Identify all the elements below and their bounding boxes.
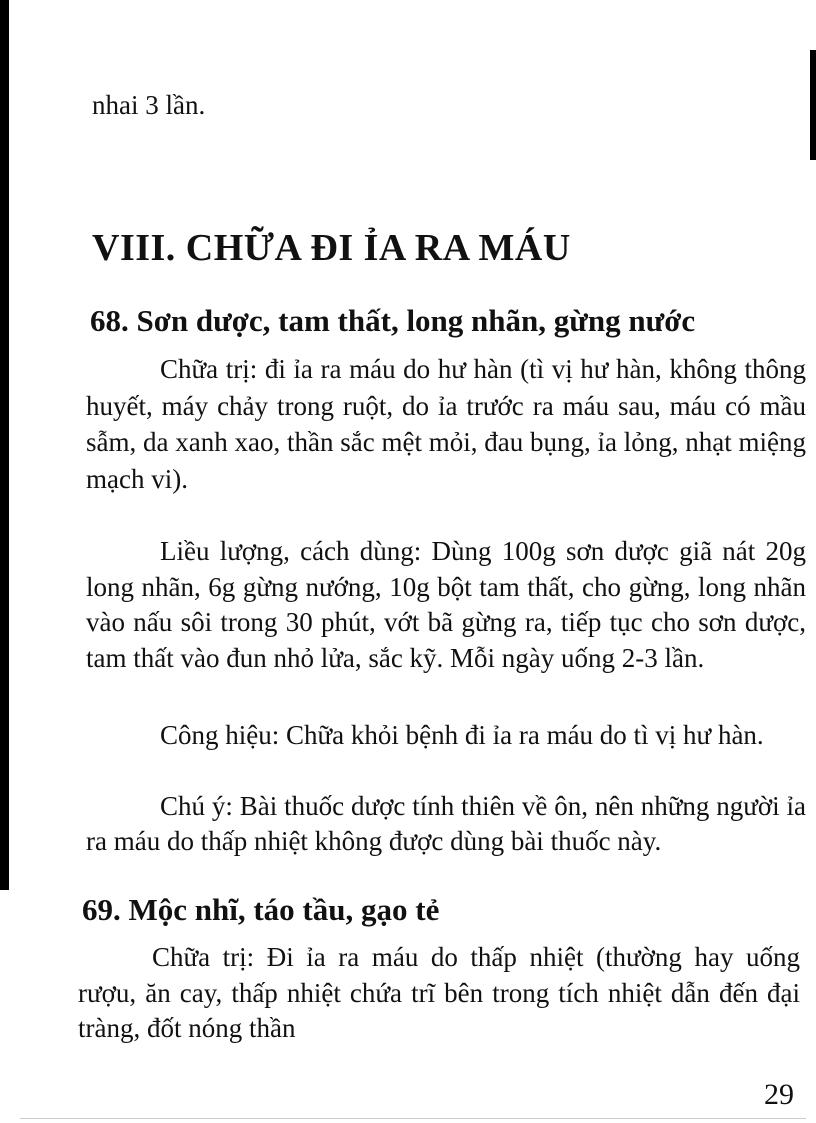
- chapter-title: VIII. CHỮA ĐI ỈA RA MÁU: [92, 227, 571, 269]
- scan-edge-right: [810, 50, 816, 160]
- paragraph-note-68: [86, 789, 806, 859]
- scan-edge-left: [0, 0, 9, 890]
- paragraph-text: Chữa trị: đi ỉa ra máu do hư hàn (tì vị hư hàn, không thông huyết, máy chảy trong ruột, do ỉa trước ra máu sau, máu có mầu sẫm, da xanh xao, thần sắc mệt mỏi, đau bụng, ỉa lỏng, nhạt miệng mạch vi).: [86, 354, 806, 494]
- paragraph-indications-68: [86, 351, 806, 497]
- page-number: 29: [764, 1078, 794, 1111]
- paragraph-text: Chữa trị: Đi ỉa ra máu do thấp nhiệt (thường hay uống rượu, ăn cay, thấp nhiệt chứa trĩ bên trong tích nhiệt dẫn đến đại tràng, đốt nóng thần: [78, 942, 800, 1043]
- paragraph-text: Chú ý: Bài thuốc dược tính thiên về ôn, nên những người ỉa ra máu do thấp nhiệt không được dùng bài thuốc này.: [86, 791, 806, 856]
- section-heading-68: 68. Sơn dược, tam thất, long nhãn, gừng nước: [90, 303, 696, 338]
- scan-edge-bottom: [20, 1118, 806, 1119]
- paragraph-effect-68: [86, 717, 806, 754]
- section-heading-69: 69. Mộc nhĩ, táo tầu, gạo tẻ: [82, 892, 440, 927]
- paragraph-indications-69: [78, 940, 800, 1047]
- paragraph-text: Liều lượng, cách dùng: Dùng 100g sơn dược giã nát 20g long nhãn, 6g gừng nướng, 10g bột tam thất, cho gừng, long nhãn vào nấu sôi trong 30 phút, vớt bã gừng ra, tiếp tục cho sơn dược, tam thất vào đun nhỏ lửa, sắc kỹ. Mỗi ngày uống 2-3 lần.: [86, 536, 806, 673]
- paragraph-text: Công hiệu: Chữa khỏi bệnh đi ỉa ra máu do tì vị hư hàn.: [160, 720, 764, 750]
- continued-text: nhai 3 lần.: [92, 90, 206, 120]
- paragraph-dosage-68: [86, 534, 806, 676]
